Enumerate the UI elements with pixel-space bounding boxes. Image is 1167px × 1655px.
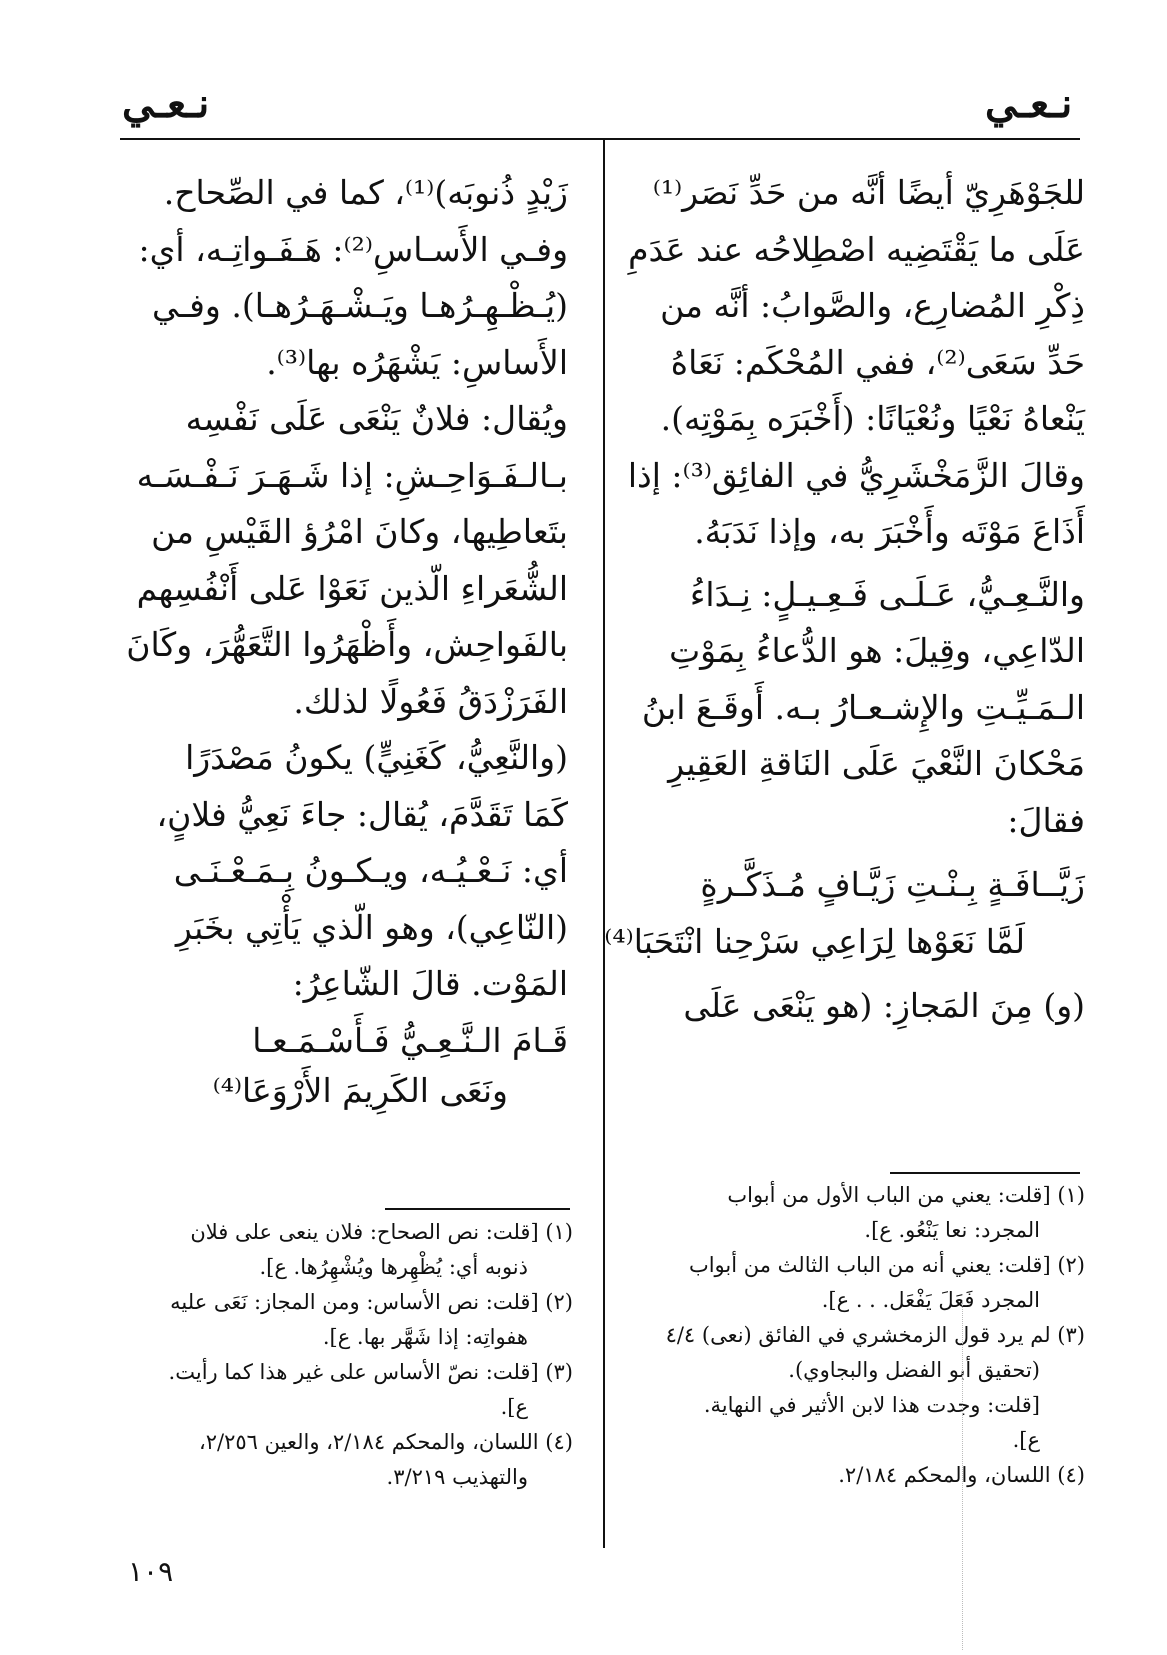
text-line: أي: نَـعْـيُـه، ويـكـونُ بِـمَـعْـنَـى: [173, 851, 568, 890]
text-line: زَيْدٍ ذُنوبَه)⁽¹⁾، كما في الصِّحاح.: [163, 173, 568, 212]
text-line: ذِكْرِ المُضارِع، والصَّوابُ: أنَّه من: [660, 286, 1085, 325]
text-line: المَوْت. قالَ الشّاعِرُ:: [292, 964, 568, 1003]
footnote-line: المجرد فَعَلَ يَفْعَل. . . ع].: [821, 1288, 1040, 1312]
text-line: أَذَاعَ مَوْتَه وأَخْبَرَ به، وإذا نَدَبَهُ.: [694, 512, 1085, 551]
text-line: يَنْعاهُ نَعْيًا ونُعْيَانًا: (أَخْبَرَه بِمَوْتِه).: [660, 399, 1085, 438]
footnote-line: (٢) [قلت: نص الأساس: ومن المجاز: نَعَى عليه: [170, 1290, 573, 1314]
page-number: ١٠٩: [128, 1555, 174, 1588]
footnote-line: [قلت: وجدت هذا لابن الأثير في النهاية.: [703, 1393, 1040, 1417]
footnote-line: ع].: [500, 1395, 528, 1419]
text-line: الأَساسِ: يَشْهَرُه بها⁽³⁾.: [266, 342, 568, 382]
text-line: مَحْكانَ النَّعْيَ عَلَى النَاقةِ العَقِيرِ: [668, 744, 1085, 783]
text-line: وقالَ الزَّمَخْشَرِيُّ في الفائِق⁽³⁾: إذا: [627, 455, 1085, 495]
left-column: [128, 165, 568, 1113]
right-footnotes: [645, 1178, 1085, 1493]
text-line: (و) مِنَ المَجازِ: (هو يَنْعَى عَلَى: [683, 986, 1085, 1025]
text-line: (والنَّعِيُّ، كَغَنِيٍّ) يكونُ مَصْدَرًا: [185, 738, 568, 777]
text-line: (النّاعِي)، وهو الّذي يَأْتِي بخَبَرِ: [175, 907, 568, 947]
footnote-line: (تحقيق أبو الفضل والبجاوي).: [788, 1358, 1040, 1382]
text-line: الفَرَزْدَقُ فَعُولًا لذلك.: [293, 681, 568, 721]
verse-line: لَمَّا نَعَوْها لِرَاعِي سَرْحِنا انْتَحَبَا⁽⁴⁾: [604, 921, 1025, 961]
column-divider: [603, 138, 605, 1548]
verse-line: زَيَّــافَـةٍ بِـنْـتِ زَيَّـافٍ مُـذَكَّـرةٍ: [700, 865, 1085, 904]
footnote-rule-left: [385, 1208, 570, 1210]
text-line: والنَّـعِـيُّ، عَـلَـى فَـعِـيـلٍ: نِـدَاءُ: [689, 574, 1085, 614]
right-column: [604, 165, 1085, 1035]
footnote-line: (٣) لم يرد قول الزمخشري في الفائق (نعى) ٤/٤: [665, 1323, 1085, 1347]
text-line: بتَعاطِيها، وكانَ امْرُؤ القَيْسِ من: [151, 512, 568, 551]
text-line: ويُقال: فلانٌ يَنْعَى عَلَى نَفْسِه: [185, 399, 568, 438]
footnote-line: (٢) [قلت: يعني أنه من الباب الثالث من أبواب: [688, 1253, 1085, 1277]
text-line: بالفَواحِش، وأَظْهَرُوا التَّعَهُّرَ، وكَانَ: [126, 625, 568, 664]
text-line: الشُّعَراءِ الّذين نَعَوْا عَلى أَنْفُسِهم: [136, 568, 568, 608]
text-line: للجَوْهَرِيّ أيضًا أنَّه من حَدِّ نَصَر⁽¹⁾: [652, 173, 1085, 212]
footnote-line: (٤) اللسان، والمحكم ٢/١٨٤، والعين ٢/٢٥٦،: [198, 1430, 573, 1454]
left-footnotes: [128, 1215, 573, 1495]
footnote-line: (١) [قلت: يعني من الباب الأول من أبواب: [727, 1183, 1085, 1207]
running-head-right: نـعـي: [985, 80, 1073, 127]
footnote-line: (١) [قلت: نص الصحاح: فلان ينعى على فلان: [190, 1220, 573, 1244]
text-line: الـمَـيِّـتِ والإِشـعـارُ بـه. أَوقَـعَ ابنُ: [641, 687, 1085, 727]
running-head-left: نـعـي: [122, 80, 210, 127]
footnote-line: (٤) اللسان، والمحكم ٢/١٨٤.: [838, 1463, 1085, 1487]
footnote-rule-right: [890, 1172, 1080, 1174]
text-line: الدّاعِي، وقِيلَ: هو الدُّعاءُ بِمَوْتِ: [669, 631, 1085, 670]
footnote-line: ع].: [1012, 1428, 1040, 1452]
scan-artifact-dots: [962, 1300, 963, 1650]
text-line: بـالـفَـوَاحِـشِ: إذا شَـهَـرَ نَـفْـسَـه: [136, 455, 568, 495]
text-line: (يُـظْـهِـرُهـا ويَـشْـهَـرُهـا). وفـي: [151, 286, 568, 325]
footnote-line: المجرد: نعا يَنْعُو. ع].: [864, 1218, 1040, 1242]
text-line: كَمَا تَقَدَّمَ، يُقال: جاءَ نَعِيُّ فلانٍ،: [156, 794, 568, 834]
text-line: حَدِّ سَعَى⁽²⁾، ففي المُحْكَم: نَعَاهُ: [670, 342, 1085, 382]
footnote-line: والتهذيب ٣/٢١٩.: [386, 1465, 528, 1489]
verse-line: ونَعَى الكَرِيمَ الأَرْوَعَا⁽⁴⁾: [212, 1071, 508, 1110]
text-line: وفـي الأَسـاسِ⁽²⁾: هَـفَـواتِـه، أي:: [138, 229, 568, 269]
header-rule: [120, 138, 1080, 140]
text-line: فقالَ:: [1007, 800, 1085, 840]
footnote-line: هفواتِه: إذا شَهَّر بها. ع].: [322, 1325, 528, 1349]
text-line: عَلَى ما يَقْتَضِيه اصْطِلاحُه عند عَدَمِ: [628, 229, 1085, 269]
footnote-line: (٣) [قلت: نصّ الأساس على غير هذا كما رأيت.: [168, 1360, 573, 1384]
verse-line: قَـامَ الـنَّـعِـيُّ فَـأَسْـمَـعـا: [252, 1020, 568, 1060]
footnote-line: ذنوبه أي: يُظْهِرها ويُشْهِرُها. ع].: [259, 1255, 528, 1279]
